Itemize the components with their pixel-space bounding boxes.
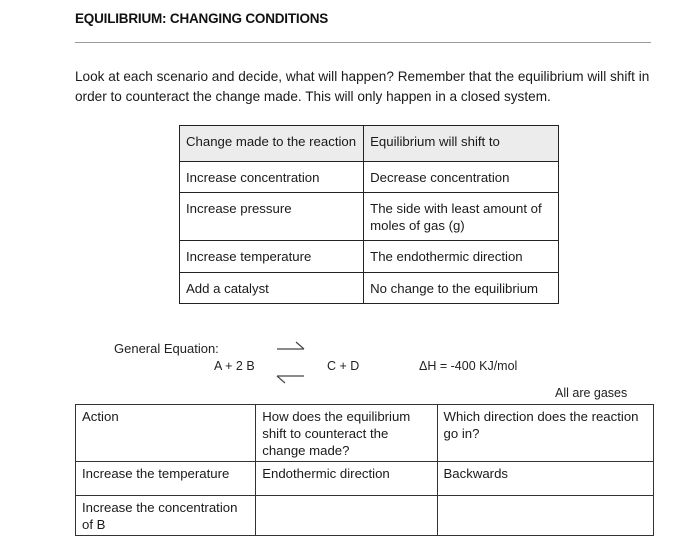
table-row <box>76 496 654 536</box>
rules-header-shift: Equilibrium will shift to <box>364 126 559 162</box>
rules-cell-change: Increase pressure <box>180 193 364 241</box>
table-row <box>180 162 559 193</box>
rules-table-header-row <box>180 126 559 162</box>
rules-cell-shift: The side with least amount of moles of gas (g) <box>364 193 559 241</box>
horizontal-divider <box>75 42 651 43</box>
question-cell-action: Increase the concentration of B <box>76 496 256 536</box>
equation-reactants: A + 2 B <box>214 359 255 373</box>
question-cell-shift[interactable]: Endothermic direction <box>256 462 437 496</box>
question-cell-shift[interactable] <box>256 496 437 536</box>
rules-cell-shift: No change to the equilibrium <box>364 273 559 304</box>
intro-paragraph: Look at each scenario and decide, what will happen? Remember that the equilibrium will shift in order to counteract the change made. This will only happen in a closed system. <box>75 69 650 104</box>
equation-products: C + D <box>327 359 360 373</box>
table-row <box>180 193 559 241</box>
general-equation-label: General Equation: <box>114 341 219 356</box>
question-header-action: Action <box>76 405 256 462</box>
table-row <box>180 241 559 273</box>
question-cell-direction[interactable] <box>437 496 654 536</box>
gases-note: All are gases <box>555 386 628 400</box>
question-cell-action: Increase the temperature <box>76 462 256 496</box>
equilibrium-arrows-icon <box>274 340 310 391</box>
rules-header-change: Change made to the reaction <box>180 126 364 162</box>
question-cell-direction[interactable]: Backwards <box>437 462 654 496</box>
question-table-header-row <box>76 405 654 462</box>
rules-cell-shift: Decrease concentration <box>364 162 559 193</box>
table-row <box>76 462 654 496</box>
rules-cell-change: Add a catalyst <box>180 273 364 304</box>
page-title: EQUILIBRIUM: CHANGING CONDITIONS <box>75 11 329 26</box>
question-header-direction: Which direction does the reaction go in? <box>437 405 654 462</box>
rules-table <box>179 125 559 304</box>
table-row <box>180 273 559 304</box>
question-table <box>75 404 654 536</box>
question-header-shift: How does the equilibrium shift to counteract the change made? <box>256 405 437 462</box>
rules-cell-change: Increase concentration <box>180 162 364 193</box>
rules-cell-change: Increase temperature <box>180 241 364 273</box>
enthalpy-change: ΔH = -400 KJ/mol <box>419 359 518 373</box>
rules-cell-shift: The endothermic direction <box>364 241 559 273</box>
